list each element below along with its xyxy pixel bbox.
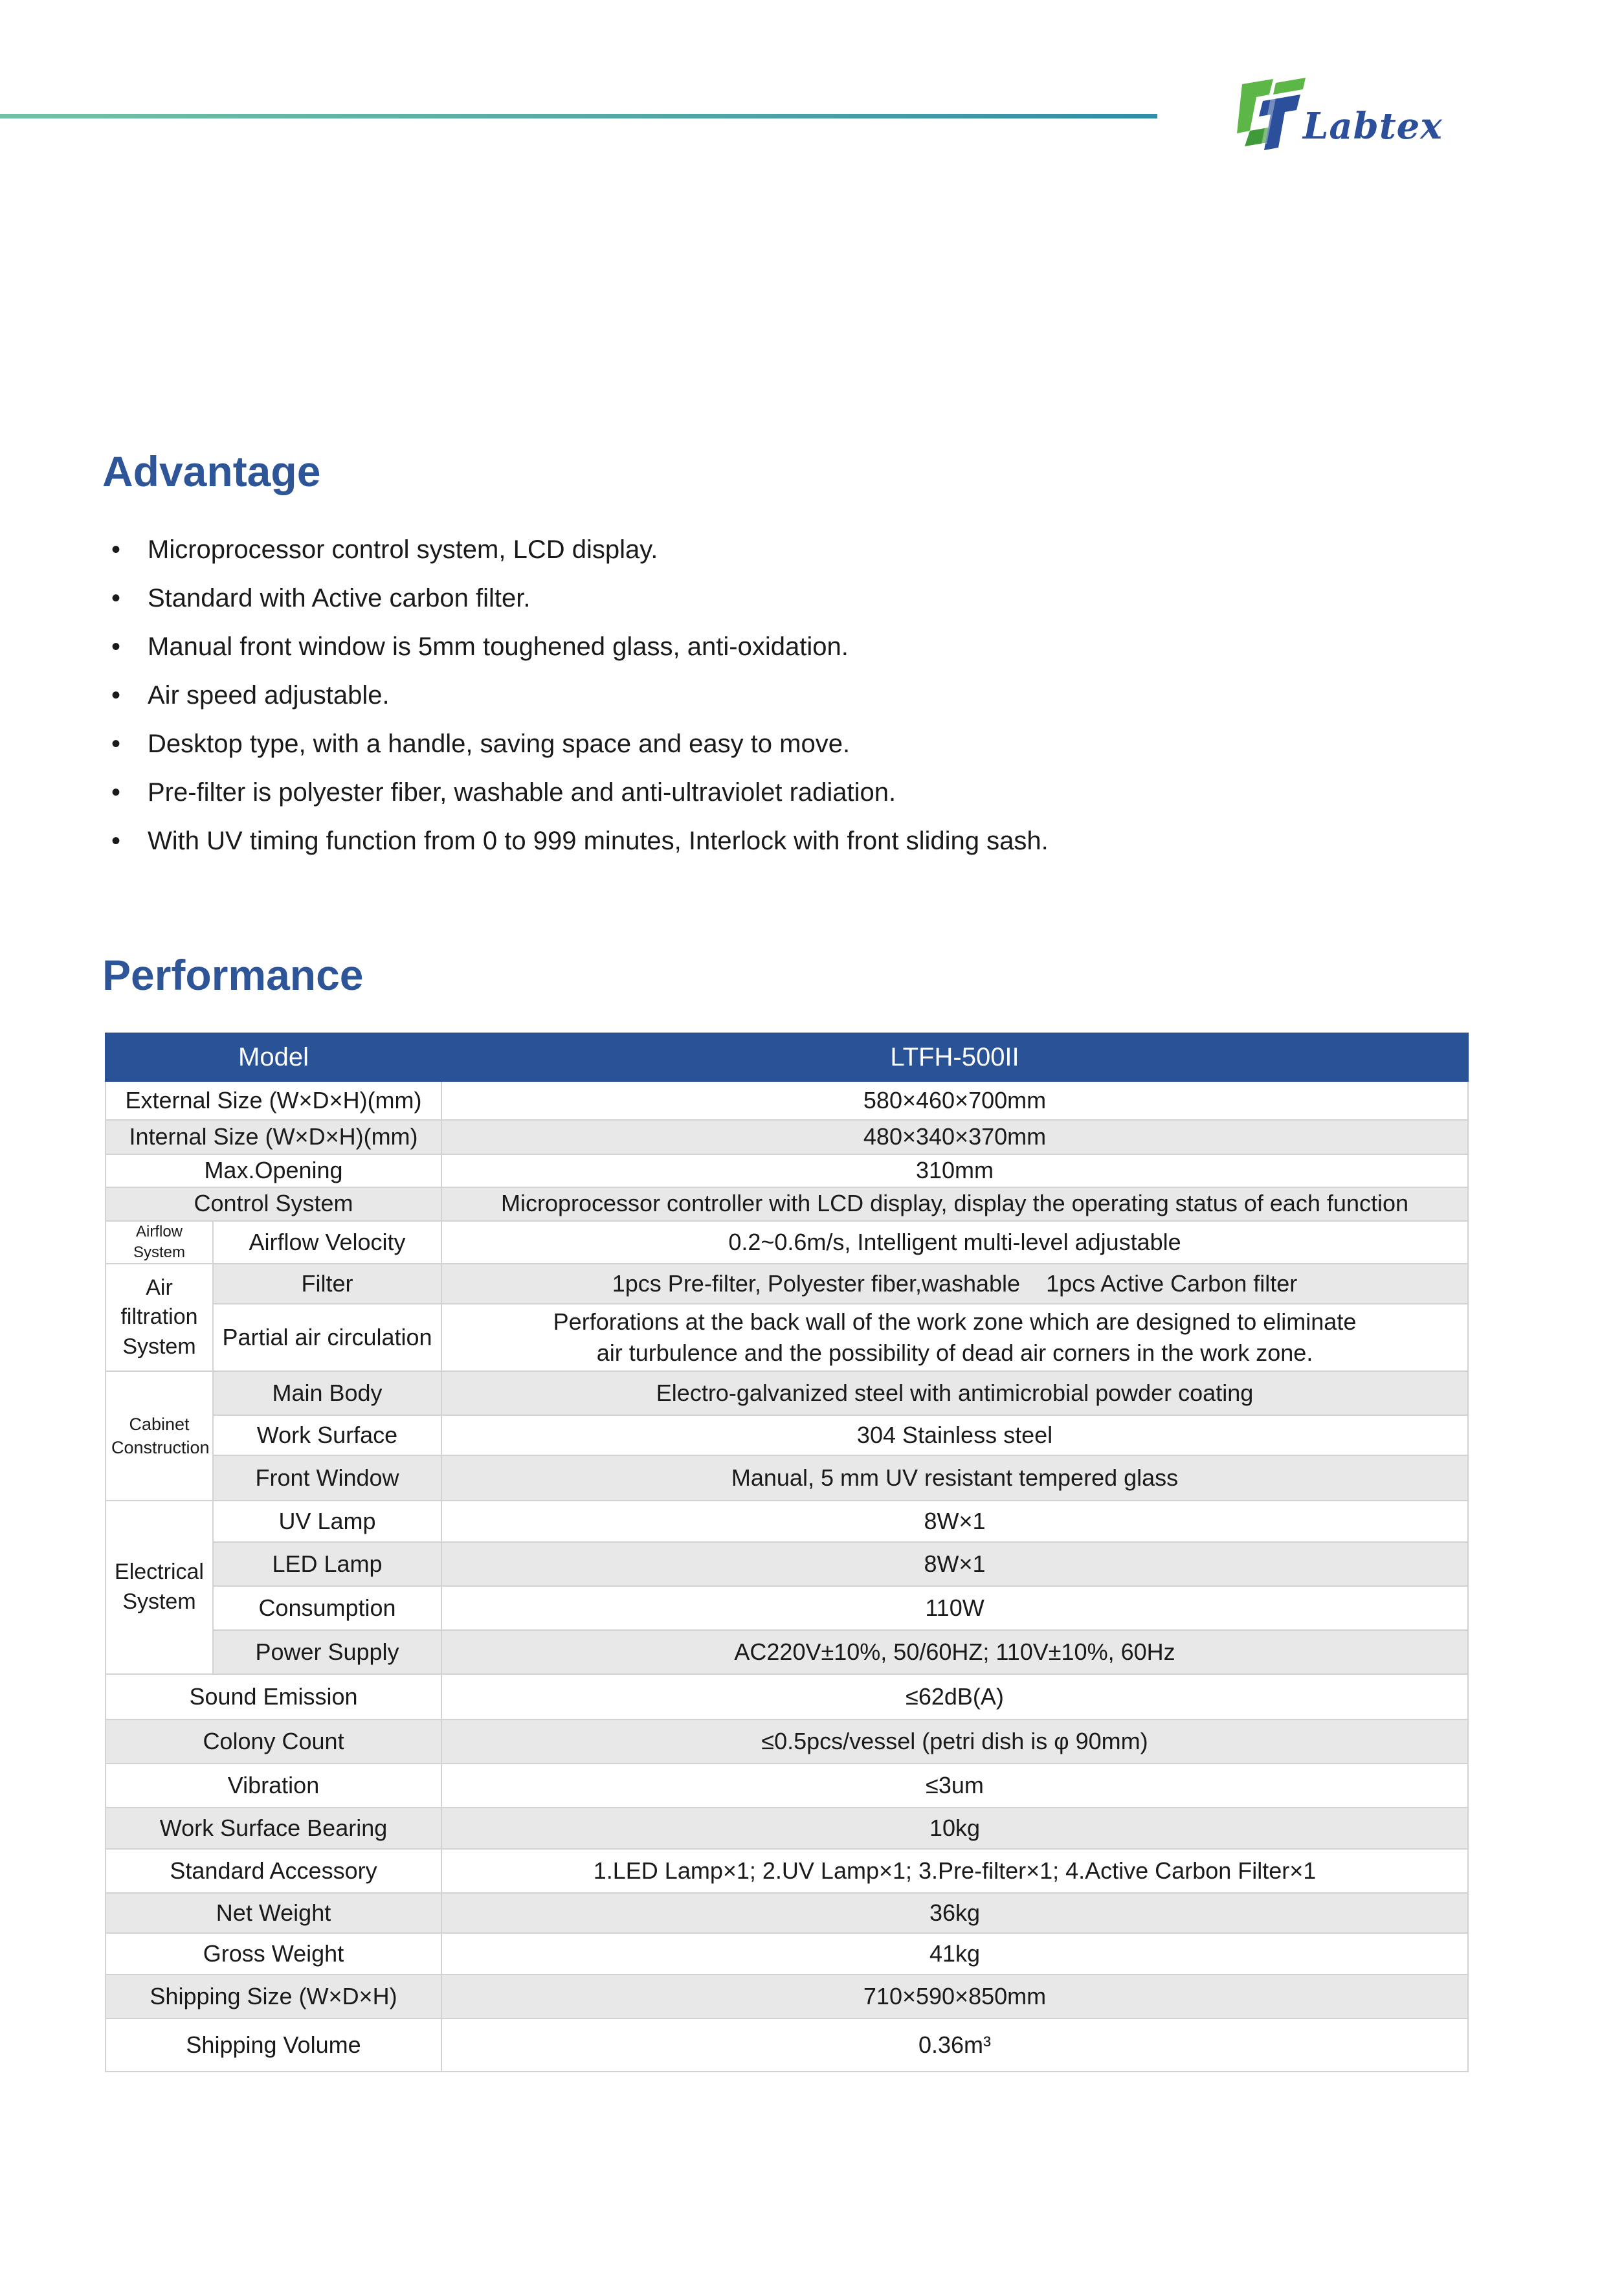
table-row — [106, 1542, 1468, 1586]
row-label: Work Surface Bearing — [106, 1807, 441, 1849]
table-row — [106, 1674, 1468, 1719]
row-value: 1pcs Pre-filter, Polyester fiber,washable 1pcs Active Carbon filter — [441, 1264, 1468, 1304]
row-value: Electro-galvanized steel with antimicrobial powder coating — [441, 1371, 1468, 1415]
row-value: AC220V±10%, 50/60HZ; 110V±10%, 60Hz — [441, 1630, 1468, 1674]
row-value: 304 Stainless steel — [441, 1415, 1468, 1455]
row-value: ≤0.5pcs/vessel (petri dish is φ 90mm) — [441, 1719, 1468, 1763]
row-value: Manual, 5 mm UV resistant tempered glass — [441, 1455, 1468, 1501]
row-value: Microprocessor controller with LCD display, display the operating status of each function — [441, 1187, 1468, 1221]
table-row — [106, 1630, 1468, 1674]
table-row — [106, 1120, 1468, 1154]
row-value: 0.2~0.6m/s, Intelligent multi-level adjustable — [441, 1221, 1468, 1264]
row-label: Internal Size (W×D×H)(mm) — [106, 1120, 441, 1154]
list-item: • Standard with Active carbon filter. — [0, 574, 1049, 623]
row-label: Front Window — [213, 1455, 441, 1501]
bullet-icon: • — [111, 827, 121, 855]
table-row — [106, 1933, 1468, 1975]
row-value: ≤62dB(A) — [441, 1674, 1468, 1719]
row-label: LED Lamp — [213, 1542, 441, 1586]
table-row — [106, 1849, 1468, 1893]
row-value: 41kg — [441, 1933, 1468, 1975]
row-value: 110W — [441, 1586, 1468, 1630]
row-value: 580×460×700mm — [441, 1081, 1468, 1120]
row-value: 8W×1 — [441, 1501, 1468, 1542]
group-air-filtration: Air filtration System — [106, 1264, 213, 1371]
logo-text: Labtex — [1303, 105, 1443, 148]
row-label: Sound Emission — [106, 1674, 441, 1719]
row-label: Control System — [106, 1187, 441, 1221]
table-row — [106, 1187, 1468, 1221]
list-item: • Desktop type, with a handle, saving space and easy to move. — [0, 720, 1049, 768]
table-row — [106, 1304, 1468, 1371]
bullet-icon: • — [111, 535, 121, 564]
row-value: 480×340×370mm — [441, 1120, 1468, 1154]
group-cabinet-construction: Cabinet Construction — [106, 1371, 213, 1501]
table-row — [106, 1807, 1468, 1849]
list-item: • Air speed adjustable. — [0, 671, 1049, 720]
table-row — [106, 1975, 1468, 2019]
bullet-icon: • — [111, 584, 121, 612]
table-row — [106, 2019, 1468, 2072]
row-value: 710×590×850mm — [441, 1975, 1468, 2019]
performance-table — [105, 1033, 1469, 2072]
row-label: Gross Weight — [106, 1933, 441, 1975]
row-label: Shipping Volume — [106, 2019, 441, 2072]
group-electrical-system: Electrical System — [106, 1501, 213, 1674]
row-label: Shipping Size (W×D×H) — [106, 1975, 441, 2019]
table-row — [106, 1719, 1468, 1763]
row-label: Main Body — [213, 1371, 441, 1415]
header-model: Model — [106, 1033, 441, 1081]
row-value: 36kg — [441, 1893, 1468, 1933]
row-label: Net Weight — [106, 1893, 441, 1933]
row-value: 0.36m³ — [441, 2019, 1468, 2072]
list-item: • With UV timing function from 0 to 999 minutes, Interlock with front sliding sash. — [0, 817, 1049, 866]
table-row — [106, 1415, 1468, 1455]
row-label: Partial air circulation — [213, 1304, 441, 1371]
row-label: Power Supply — [213, 1630, 441, 1674]
row-label: Colony Count — [106, 1719, 441, 1763]
group-airflow-system: Airflow System — [106, 1221, 213, 1264]
list-item: • Microprocessor control system, LCD display. — [0, 526, 1049, 574]
row-value: 1.LED Lamp×1; 2.UV Lamp×1; 3.Pre-filter×1; 4.Active Carbon Filter×1 — [441, 1849, 1468, 1893]
row-label: Consumption — [213, 1586, 441, 1630]
table-row — [106, 1893, 1468, 1933]
bullet-icon: • — [111, 632, 121, 661]
table-row — [106, 1501, 1468, 1542]
table-row — [106, 1763, 1468, 1807]
advantage-heading: Advantage — [102, 447, 321, 495]
row-label: Vibration — [106, 1763, 441, 1807]
list-item: • Manual front window is 5mm toughened glass, anti-oxidation. — [0, 623, 1049, 671]
bullet-icon: • — [111, 681, 121, 710]
row-value: 310mm — [441, 1154, 1468, 1187]
table-header-row — [106, 1033, 1468, 1081]
bullet-icon: • — [111, 778, 121, 807]
labtex-logo-mark-icon — [1233, 71, 1311, 162]
row-label: Filter — [213, 1264, 441, 1304]
header-divider-line — [0, 114, 1157, 118]
bullet-icon: • — [111, 730, 121, 758]
row-label: Standard Accessory — [106, 1849, 441, 1893]
row-value: Perforations at the back wall of the work zone which are designed to eliminate air turbulence and the possibility of dead air corners in the work zone. — [441, 1304, 1468, 1371]
row-label: Airflow Velocity — [213, 1221, 441, 1264]
row-value: ≤3um — [441, 1763, 1468, 1807]
list-item: • Pre-filter is polyester fiber, washable and anti-ultraviolet radiation. — [0, 768, 1049, 817]
table-row — [106, 1371, 1468, 1415]
table-row — [106, 1264, 1468, 1304]
header-model-value: LTFH-500II — [441, 1033, 1468, 1081]
row-value: 10kg — [441, 1807, 1468, 1849]
labtex-logo — [1233, 71, 1466, 162]
row-label: Work Surface — [213, 1415, 441, 1455]
table-row — [106, 1154, 1468, 1187]
performance-heading: Performance — [102, 951, 364, 999]
table-row — [106, 1081, 1468, 1120]
row-value: 8W×1 — [441, 1542, 1468, 1586]
row-label: Max.Opening — [106, 1154, 441, 1187]
table-row — [106, 1221, 1468, 1264]
advantage-list — [0, 526, 1049, 866]
row-label: UV Lamp — [213, 1501, 441, 1542]
table-row — [106, 1586, 1468, 1630]
row-label: External Size (W×D×H)(mm) — [106, 1081, 441, 1120]
table-row — [106, 1455, 1468, 1501]
